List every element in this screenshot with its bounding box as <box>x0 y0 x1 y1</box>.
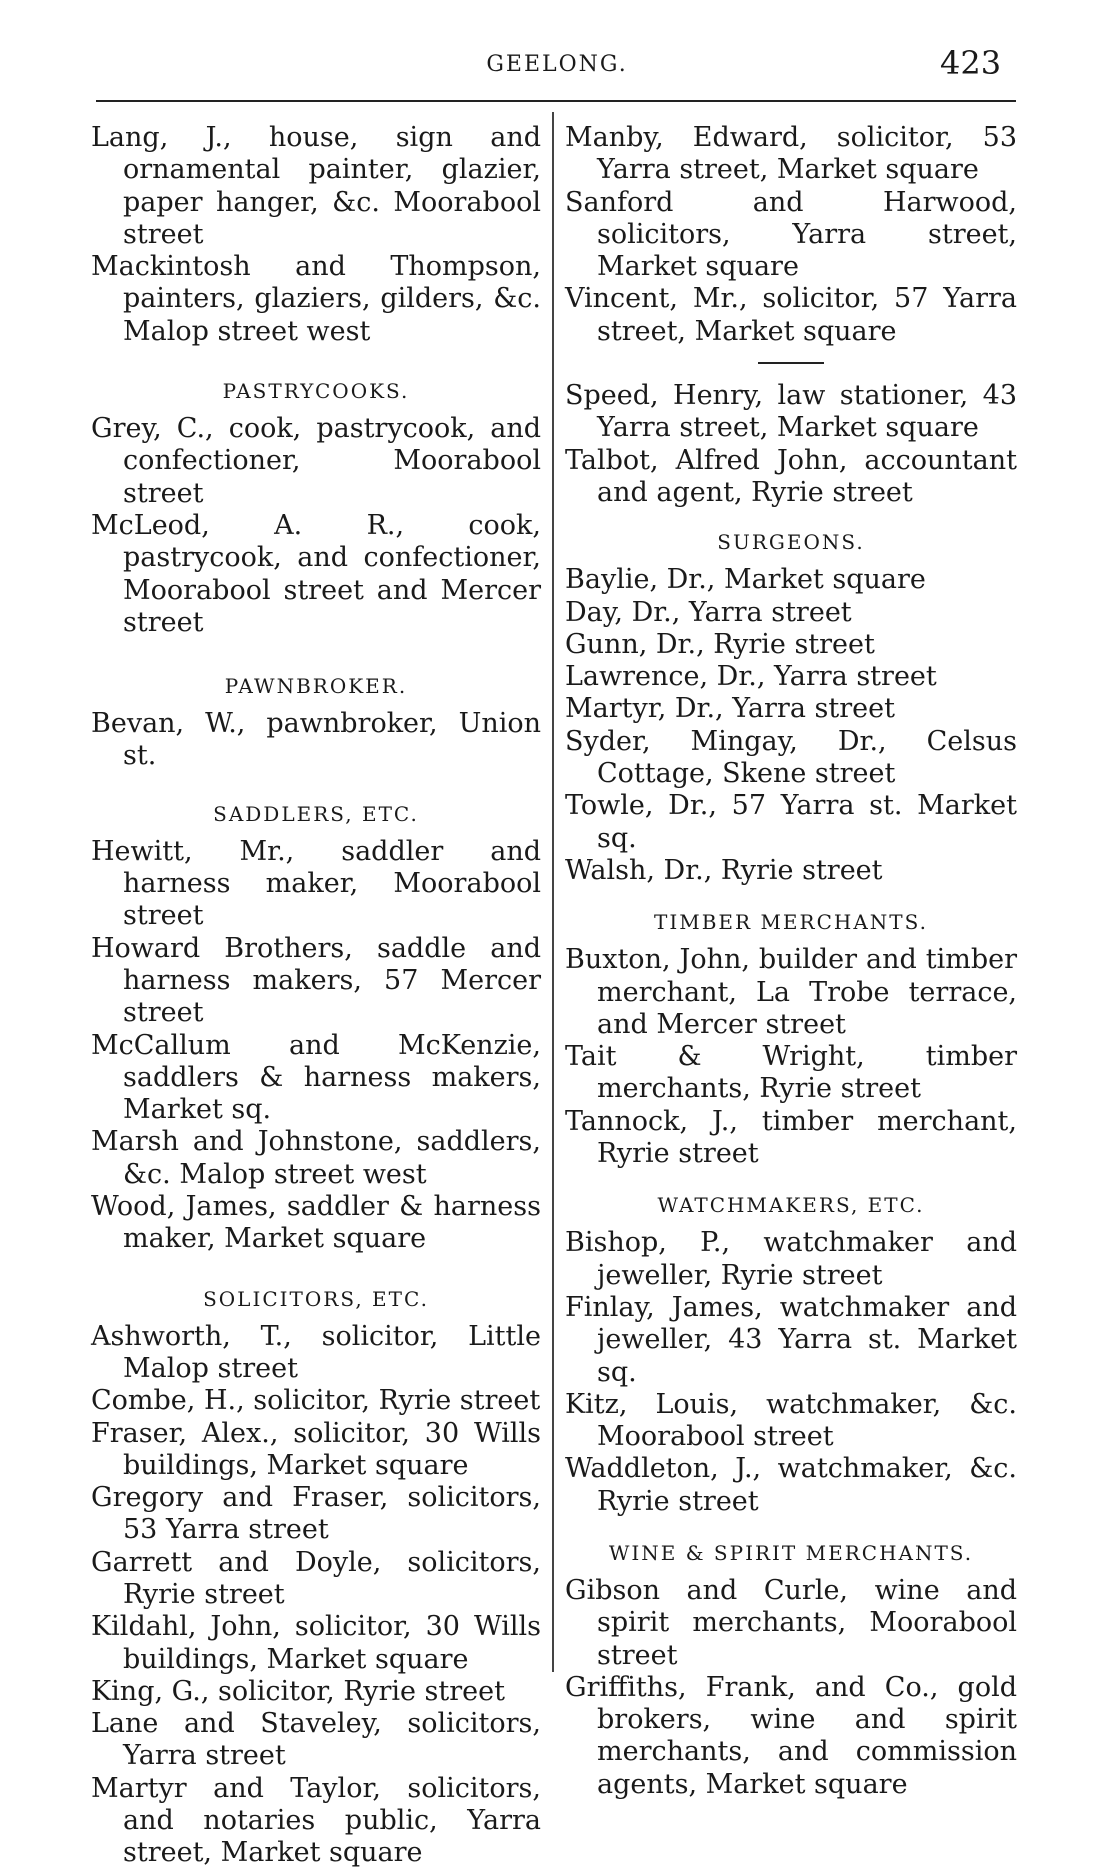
directory-entry: King, G., solicitor, Ryrie street <box>91 1675 505 1707</box>
directory-entry: Day, Dr., Yarra street <box>565 596 852 628</box>
section-heading: WATCHMAKERS, ETC. <box>657 1193 925 1218</box>
directory-entry: Kildahl, John, solicitor, 30 Wills buildings, Market square <box>91 1611 541 1675</box>
header-rule <box>96 100 1016 102</box>
directory-entry: Gibson and Curle, wine and spirit merchants, Moorabool street <box>565 1574 1017 1671</box>
directory-entry: Sanford and Harwood, solicitors, Yarra street, Market square <box>565 186 1017 283</box>
directory-entry: Bishop, P., watchmaker and jeweller, Ryrie street <box>565 1227 1017 1291</box>
directory-entry: Howard Brothers, saddle and harness makers, 57 Mercer street <box>91 932 541 1029</box>
directory-entry: Wood, James, saddler & harness maker, Market square <box>91 1191 541 1255</box>
directory-entry: Tait & Wright, timber merchants, Ryrie street <box>565 1041 1017 1105</box>
directory-entry: Mackintosh and Thompson, painters, glaziers, gilders, &c. Malop street west <box>91 251 541 347</box>
section-heading: PASTRYCOOKS. <box>222 379 410 404</box>
directory-entry: Talbot, Alfred John, accountant and agent, Ryrie street <box>565 444 1017 508</box>
section-heading: TIMBER MERCHANTS. <box>654 910 928 935</box>
directory-entry: Walsh, Dr., Ryrie street <box>565 854 883 886</box>
directory-entry: Tannock, J., timber merchant, Ryrie street <box>565 1105 1017 1170</box>
page-number: 423 <box>940 44 1002 82</box>
directory-entry: Kitz, Louis, watchmaker, &c. Moorabool street <box>565 1388 1017 1453</box>
directory-entry: Gunn, Dr., Ryrie street <box>565 628 875 660</box>
directory-entry: Lawrence, Dr., Yarra street <box>565 661 937 693</box>
section-heading: PAWNBROKER. <box>224 674 408 699</box>
directory-entry: Martyr, Dr., Yarra street <box>565 693 895 725</box>
directory-entry: Bevan, W., pawnbroker, Union st. <box>91 708 541 772</box>
directory-entry: Finlay, James, watchmaker and jeweller, 43 Yarra st. Market sq. <box>565 1291 1017 1388</box>
directory-entry: Vincent, Mr., solicitor, 57 Yarra street, Market square <box>565 283 1017 347</box>
directory-entry: Marsh and Johnstone, saddlers, &c. Malop street west <box>91 1126 541 1190</box>
directory-entry: Griffiths, Frank, and Co., gold brokers, wine and spirit merchants, and commission agents, Market square <box>565 1671 1017 1800</box>
section-heading: SADDLERS, ETC. <box>213 801 419 826</box>
directory-entry: Towle, Dr., 57 Yarra st. Market sq. <box>565 790 1017 854</box>
directory-entry: McCallum and McKenzie, saddlers & harness makers, Market sq. <box>91 1029 541 1126</box>
directory-entry: Waddleton, J., watchmaker, &c. Ryrie street <box>565 1453 1017 1517</box>
directory-entry: McLeod, A. R., cook, pastrycook, and confectioner, Moorabool street and Mercer street <box>91 509 541 638</box>
separator-rule <box>758 362 824 364</box>
section-heading: SURGEONS. <box>717 530 865 555</box>
directory-entry: Speed, Henry, law stationer, 43 Yarra street, Market square <box>565 380 1017 444</box>
column-divider <box>552 112 554 1672</box>
directory-entry: Manby, Edward, solicitor, 53 Yarra street, Market square <box>565 122 1017 186</box>
directory-entry: Martyr and Taylor, solicitors, and notaries public, Yarra street, Market square <box>91 1772 541 1869</box>
left-column <box>91 122 541 1870</box>
directory-entry: Buxton, John, builder and timber merchant, La Trobe terrace, and Mercer street <box>565 944 1017 1040</box>
directory-entry: Lang, J., house, sign and ornamental painter, glazier, paper hanger, &c. Moorabool street <box>91 122 541 250</box>
directory-entry: Lane and Staveley, solicitors, Yarra street <box>91 1708 541 1772</box>
directory-entry: Fraser, Alex., solicitor, 30 Wills buildings, Market square <box>91 1417 541 1481</box>
directory-entry: Hewitt, Mr., saddler and harness maker, Moorabool street <box>91 835 541 932</box>
directory-entry: Garrett and Doyle, solicitors, Ryrie street <box>91 1546 541 1610</box>
right-column <box>565 122 1017 1801</box>
section-heading: WINE & SPIRIT MERCHANTS. <box>608 1540 974 1565</box>
page-title: GEELONG. <box>486 52 628 77</box>
directory-entry: Ashworth, T., solicitor, Little Malop street <box>91 1320 541 1384</box>
directory-entry: Gregory and Fraser, solicitors, 53 Yarra street <box>91 1482 541 1546</box>
directory-entry: Grey, C., cook, pastrycook, and confectioner, Moorabool street <box>91 413 541 509</box>
section-heading: SOLICITORS, ETC. <box>203 1286 429 1311</box>
directory-entry: Syder, Mingay, Dr., Celsus Cottage, Skene street <box>565 725 1017 790</box>
directory-entry: Combe, H., solicitor, Ryrie street <box>91 1385 541 1417</box>
directory-entry: Baylie, Dr., Market square <box>565 564 926 596</box>
